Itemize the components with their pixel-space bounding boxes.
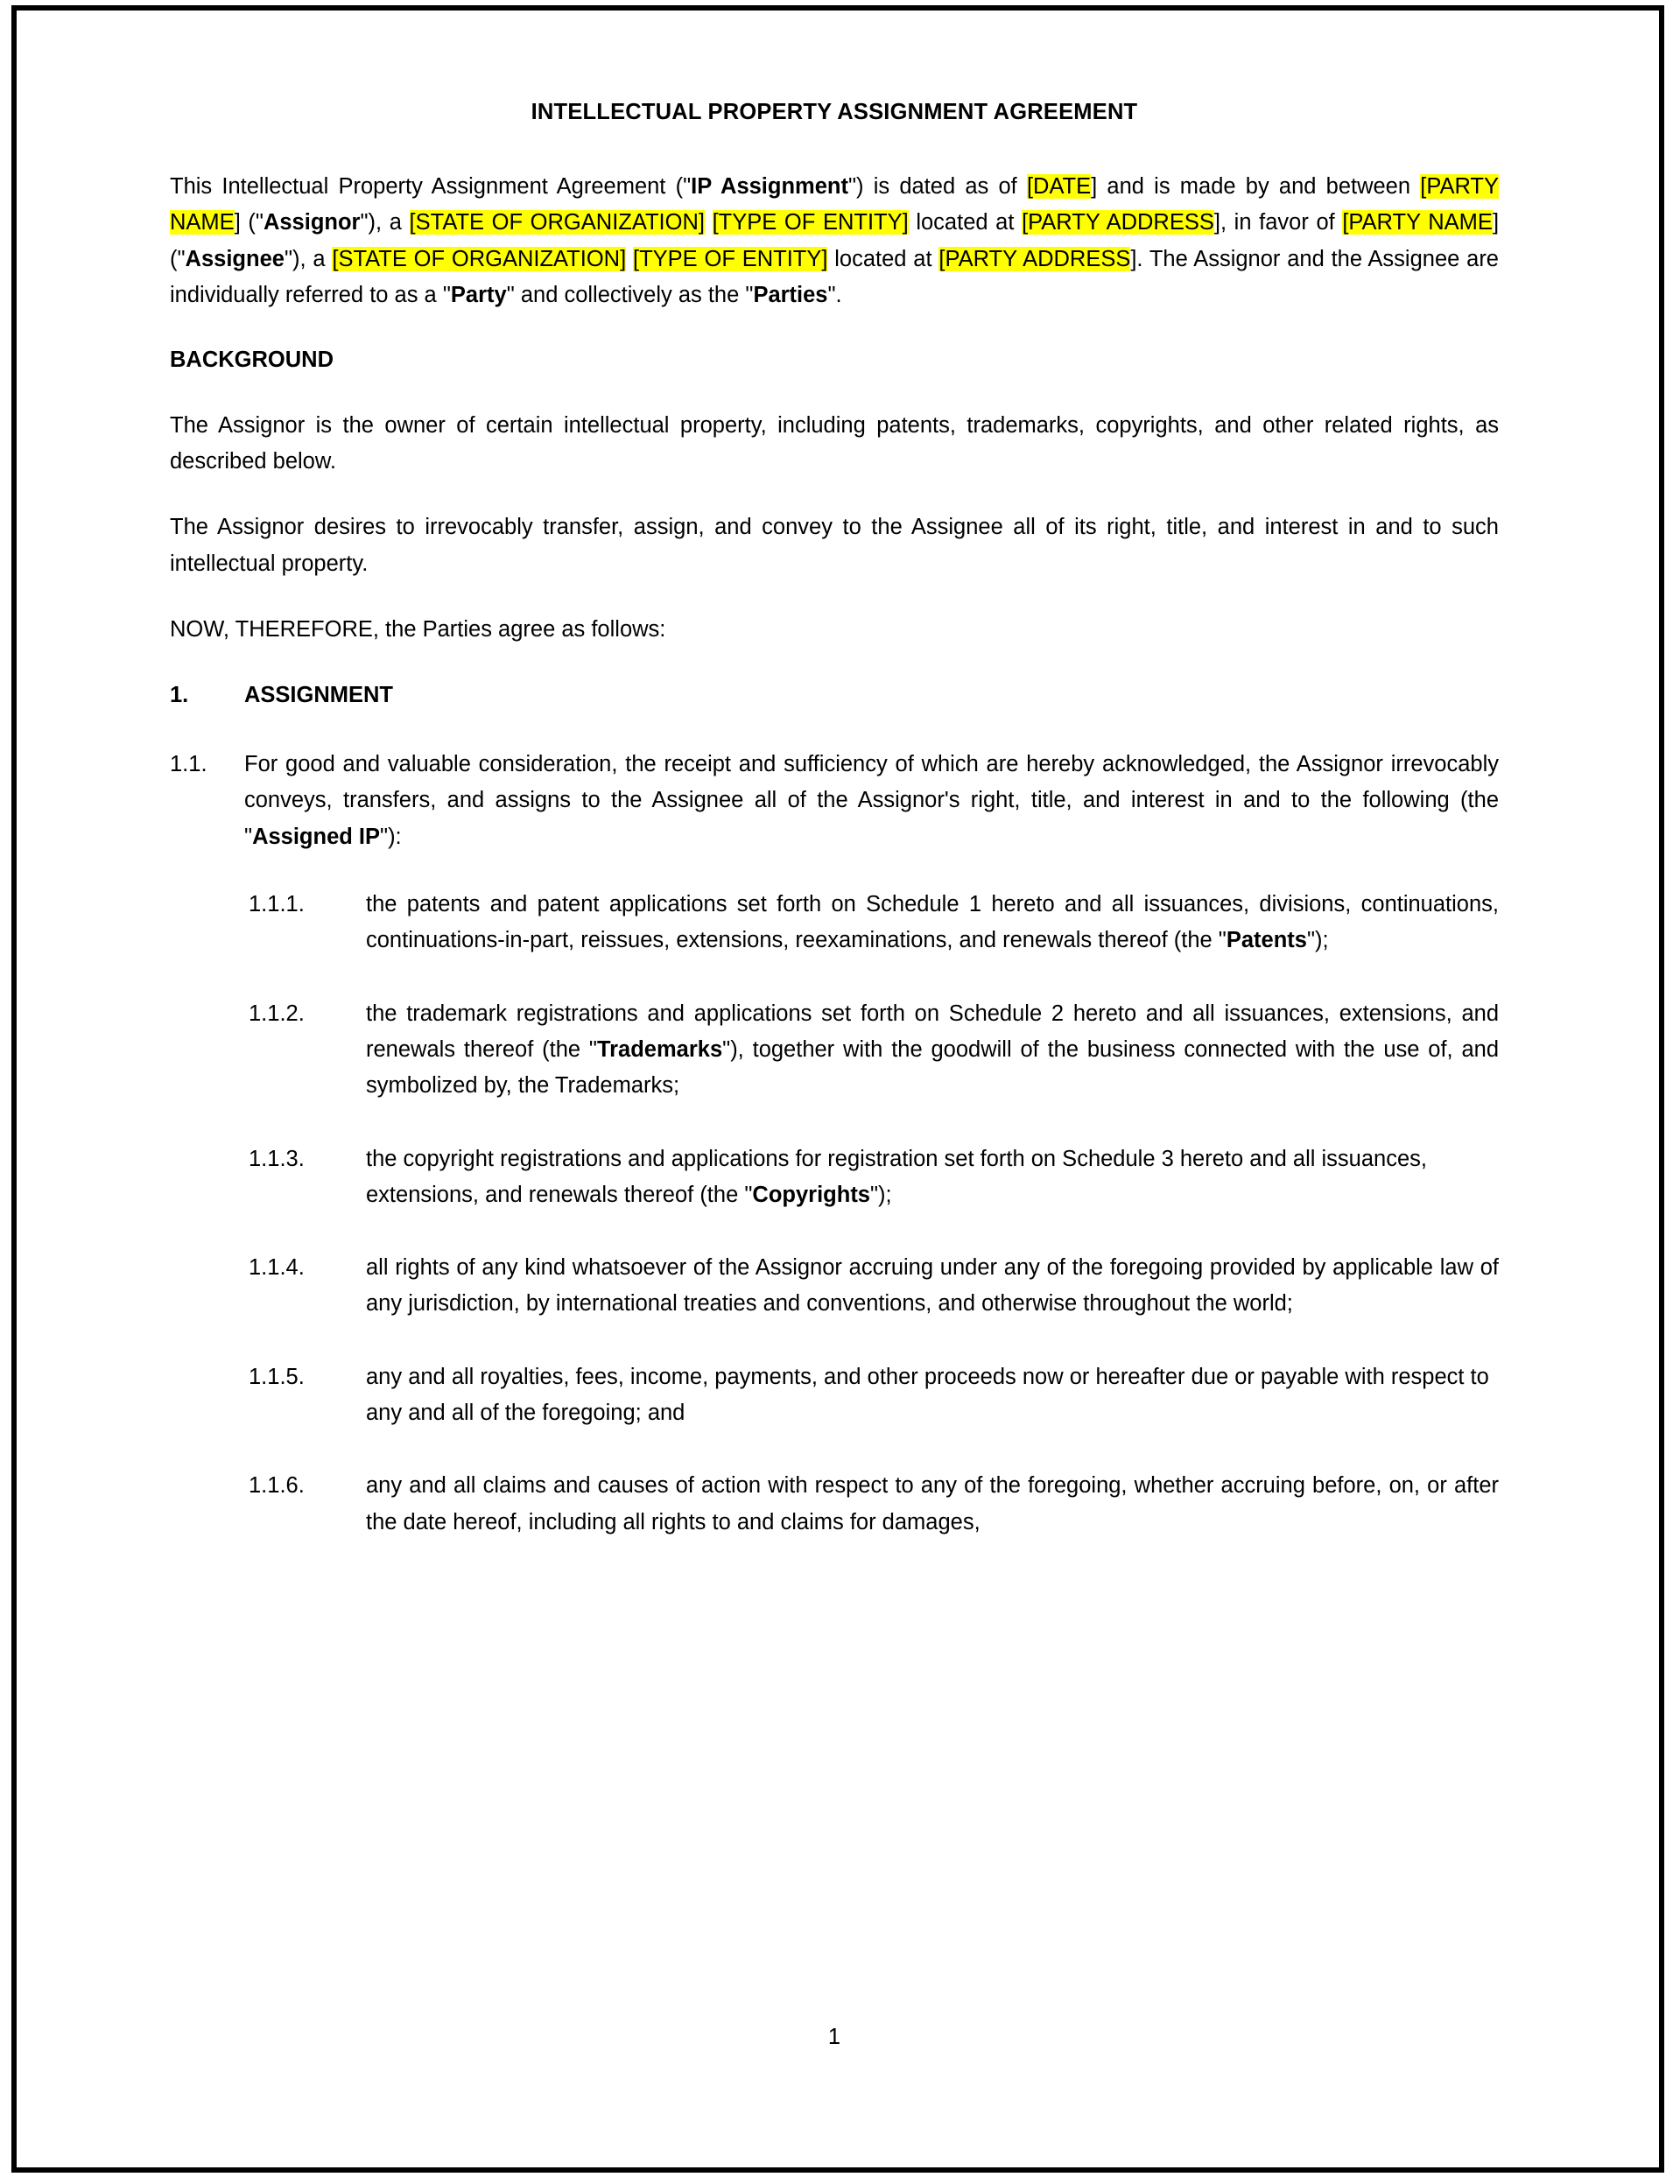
clause-1-1 (170, 747, 1499, 855)
preamble-text-13: ]. The Assignor and the Assignee are individually referred to as a " (170, 246, 1499, 308)
section-1-number: 1. (170, 683, 189, 708)
now-therefore-paragraph: NOW, THEREFORE, the Parties agree as follows: (170, 617, 666, 643)
term-ip-assignment: IP Assignment (691, 174, 848, 200)
clause-1-1-4-number: 1.1.4. (249, 1255, 305, 1281)
clause-1-1-1 (170, 887, 1499, 959)
preamble-text-12: located at (827, 246, 939, 271)
preamble-text-1: This Intellectual Property Assignment Agreement (" (170, 174, 692, 200)
background-paragraph-2: The Assignor desires to irrevocably transfer, assign, and convey to the Assignee all of its right, title, and interest in and to such intellectual property. (170, 515, 1499, 576)
term-party: Party (450, 283, 507, 308)
term-copyrights: Copyrights (752, 1182, 870, 1207)
clause-1-1-6-number: 1.1.6. (249, 1473, 305, 1499)
term-trademarks: Trademarks (596, 1036, 723, 1062)
page-footer-number: 1 (827, 2025, 841, 2049)
heading-background: BACKGROUND (170, 348, 334, 373)
clause-1-1-1-text-part-2: "); (1306, 928, 1329, 953)
preamble-text-14: " and collectively as the " (506, 283, 754, 308)
preamble-text-2: ") is dated as of (847, 174, 1027, 200)
clause-1-1-number: 1.1. (170, 752, 207, 777)
clause-1-1-3-text-part-2: "); (870, 1182, 892, 1207)
page-title: INTELLECTUAL PROPERTY ASSIGNMENT AGREEMENT (531, 100, 1138, 124)
term-assigned-ip: Assigned IP (252, 824, 381, 849)
clause-1-1-2 (170, 996, 1499, 1105)
term-parties: Parties (753, 283, 828, 308)
clause-1-1-3-number: 1.1.3. (249, 1146, 305, 1171)
placeholder-type-of-entity-assignor: [TYPE OF ENTITY] (712, 210, 909, 235)
preamble-text-6 (705, 210, 713, 235)
placeholder-date: [DATE (1026, 174, 1092, 200)
clause-1-1-6 (170, 1468, 1499, 1541)
clause-1-1-2-text (366, 996, 1499, 1105)
clause-1-1-3-text-part-1: the copyright registrations and applications for registration set forth on Schedule 3 hereto and all issuances, extensions, and renewals thereof (the " (366, 1146, 1427, 1207)
clause-1-1-2-text-part-2: "), together with the goodwill of the business connected with the use of, and symbolized by, the Trademarks; (366, 1036, 1500, 1099)
clause-1-1-5-text: any and all royalties, fees, income, payments, and other proceeds now or hereafter due or payable with respect to any and all of the foregoing; and (366, 1364, 1489, 1425)
placeholder-type-of-entity-assignee: [TYPE OF ENTITY] (632, 246, 828, 271)
clause-1-1-2-number: 1.1.2. (249, 1001, 305, 1026)
section-1-label: ASSIGNMENT (244, 683, 394, 708)
section-1-heading (170, 678, 1499, 713)
clause-1-1-3-text (366, 1141, 1499, 1214)
placeholder-state-of-organization-assignor: [STATE OF ORGANIZATION] (409, 210, 705, 235)
preamble-text-7: located at (908, 210, 1023, 235)
preamble-text-3: ] and is made by and between (1091, 174, 1421, 200)
term-assignee: Assignee (185, 246, 285, 271)
preamble-text-15: ". (827, 283, 842, 308)
clause-1-1-4-text: all rights of any kind whatsoever of the Assignor accruing under any of the foregoing provided by applicable law of any jurisdiction, by international treaties and conventions, and otherwise throughout the world; (366, 1255, 1499, 1317)
clause-1-1-1-number: 1.1.1. (249, 892, 305, 917)
preamble-text-8: ], in favor of (1213, 210, 1343, 235)
term-patents: Patents (1226, 928, 1307, 953)
clause-1-1-text (244, 747, 1499, 855)
preamble-text-9: ] (" (170, 210, 1500, 271)
placeholder-party-address-assignor: [PARTY ADDRESS (1022, 210, 1214, 235)
preamble-text-11 (626, 247, 633, 271)
term-assignor: Assignor (263, 210, 361, 235)
preamble-text-5: "), a (360, 210, 410, 235)
page-border-frame (11, 5, 1664, 2173)
clause-1-1-4 (170, 1250, 1499, 1323)
placeholder-party-name-assignee: [PARTY NAME (1342, 210, 1493, 235)
document-body (170, 98, 1500, 2049)
clause-1-1-5-number: 1.1.5. (249, 1364, 305, 1389)
clause-1-1-2-text-part-1: the trademark registrations and applications set forth on Schedule 2 hereto and all issuances, extensions, and renewals thereof (the " (366, 1001, 1499, 1062)
clause-1-1-1-text-part-1: the patents and patent applications set forth on Schedule 1 hereto and all issuances, divisions, continuations, continuations-in-part, reissues, extensions, reexaminations, and renewals thereof (the " (366, 892, 1499, 953)
placeholder-party-name-assignor: [PARTY NAME (170, 174, 1499, 235)
clause-1-1-1-text (366, 887, 1499, 959)
clause-1-1-text-part-2: "): (380, 824, 402, 849)
clause-1-1-5 (170, 1359, 1499, 1432)
clause-1-1-text-part-1: For good and valuable consideration, the receipt and sufficiency of which are hereby acknowledged, the Assignor irrevocably conveys, transfers, and assigns to the Assignee all of the Assignor's right, title, and interest in and to the following (the " (244, 752, 1499, 849)
background-paragraph-1: The Assignor is the owner of certain intellectual property, including patents, trademarks, copyrights, and other related rights, as described below. (170, 412, 1499, 474)
preamble-text-4: ] (" (234, 210, 264, 235)
clause-1-1-6-text: any and all claims and causes of action with respect to any of the foregoing, whether accruing before, on, or after the date hereof, including all rights to and claims for damages, (366, 1473, 1499, 1534)
preamble-text-10: "), a (284, 246, 333, 271)
clause-1-1-3 (170, 1141, 1499, 1214)
placeholder-state-of-organization-assignee: [STATE OF ORGANIZATION] (332, 246, 627, 271)
placeholder-party-address-assignee: [PARTY ADDRESS (938, 246, 1131, 271)
preamble-paragraph (170, 169, 1499, 313)
